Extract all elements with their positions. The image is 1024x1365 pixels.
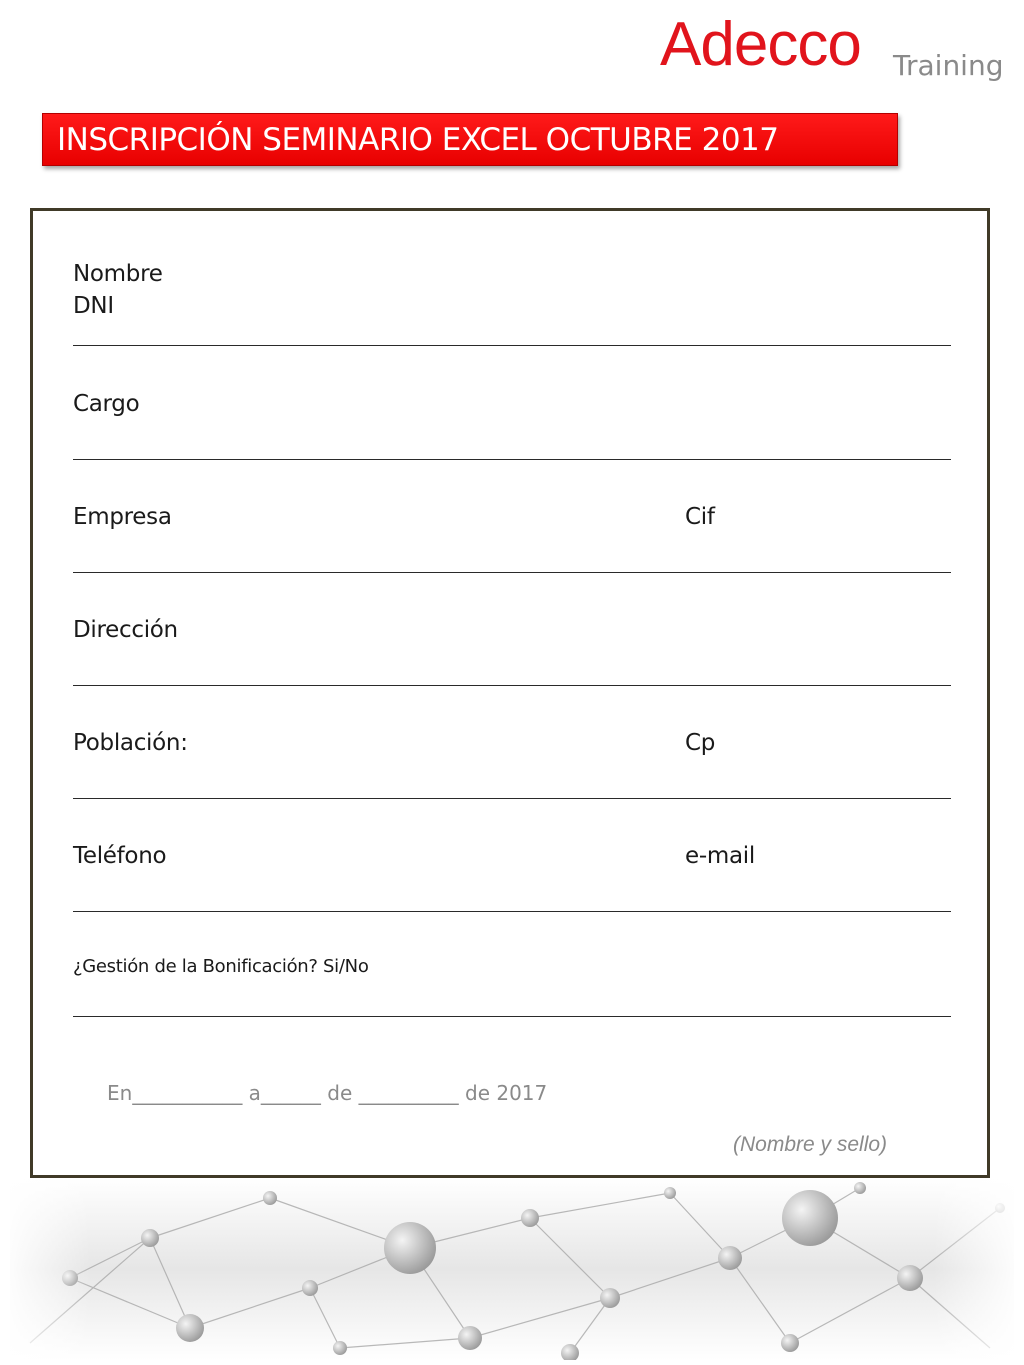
direccion-label: Dirección (73, 617, 178, 643)
logo-brand: Adecco (660, 10, 861, 79)
telefono-email-field-line[interactable] (73, 911, 951, 912)
nombre-dni-field-line[interactable] (73, 345, 951, 346)
dni-label: DNI (73, 293, 114, 319)
telefono-label: Teléfono (73, 843, 167, 869)
nombre-label: Nombre (73, 261, 163, 287)
adecco-training-logo (660, 10, 1010, 85)
bonificacion-label: ¿Gestión de la Bonificación? Si/No (73, 956, 369, 977)
network-decoration-image (10, 1178, 1014, 1360)
registration-form (30, 208, 990, 1178)
cif-label: Cif (685, 504, 715, 530)
page-title: INSCRIPCIÓN SEMINARIO EXCEL OCTUBRE 2017 (57, 122, 779, 158)
direccion-field-line[interactable] (73, 685, 951, 686)
cargo-label: Cargo (73, 391, 140, 417)
signature-label: (Nombre y sello) (733, 1133, 888, 1156)
cp-label: Cp (685, 730, 716, 756)
poblacion-cp-field-line[interactable] (73, 798, 951, 799)
empresa-label: Empresa (73, 504, 172, 530)
logo-sub: Training (893, 49, 1004, 82)
bonificacion-field-line[interactable] (73, 1016, 951, 1017)
cargo-field-line[interactable] (73, 459, 951, 460)
email-label: e-mail (685, 843, 755, 869)
empresa-cif-field-line[interactable] (73, 572, 951, 573)
date-place-line: En___________ a______ de __________ de 2017 (107, 1081, 548, 1105)
title-banner (42, 113, 898, 166)
poblacion-label: Población: (73, 730, 188, 756)
